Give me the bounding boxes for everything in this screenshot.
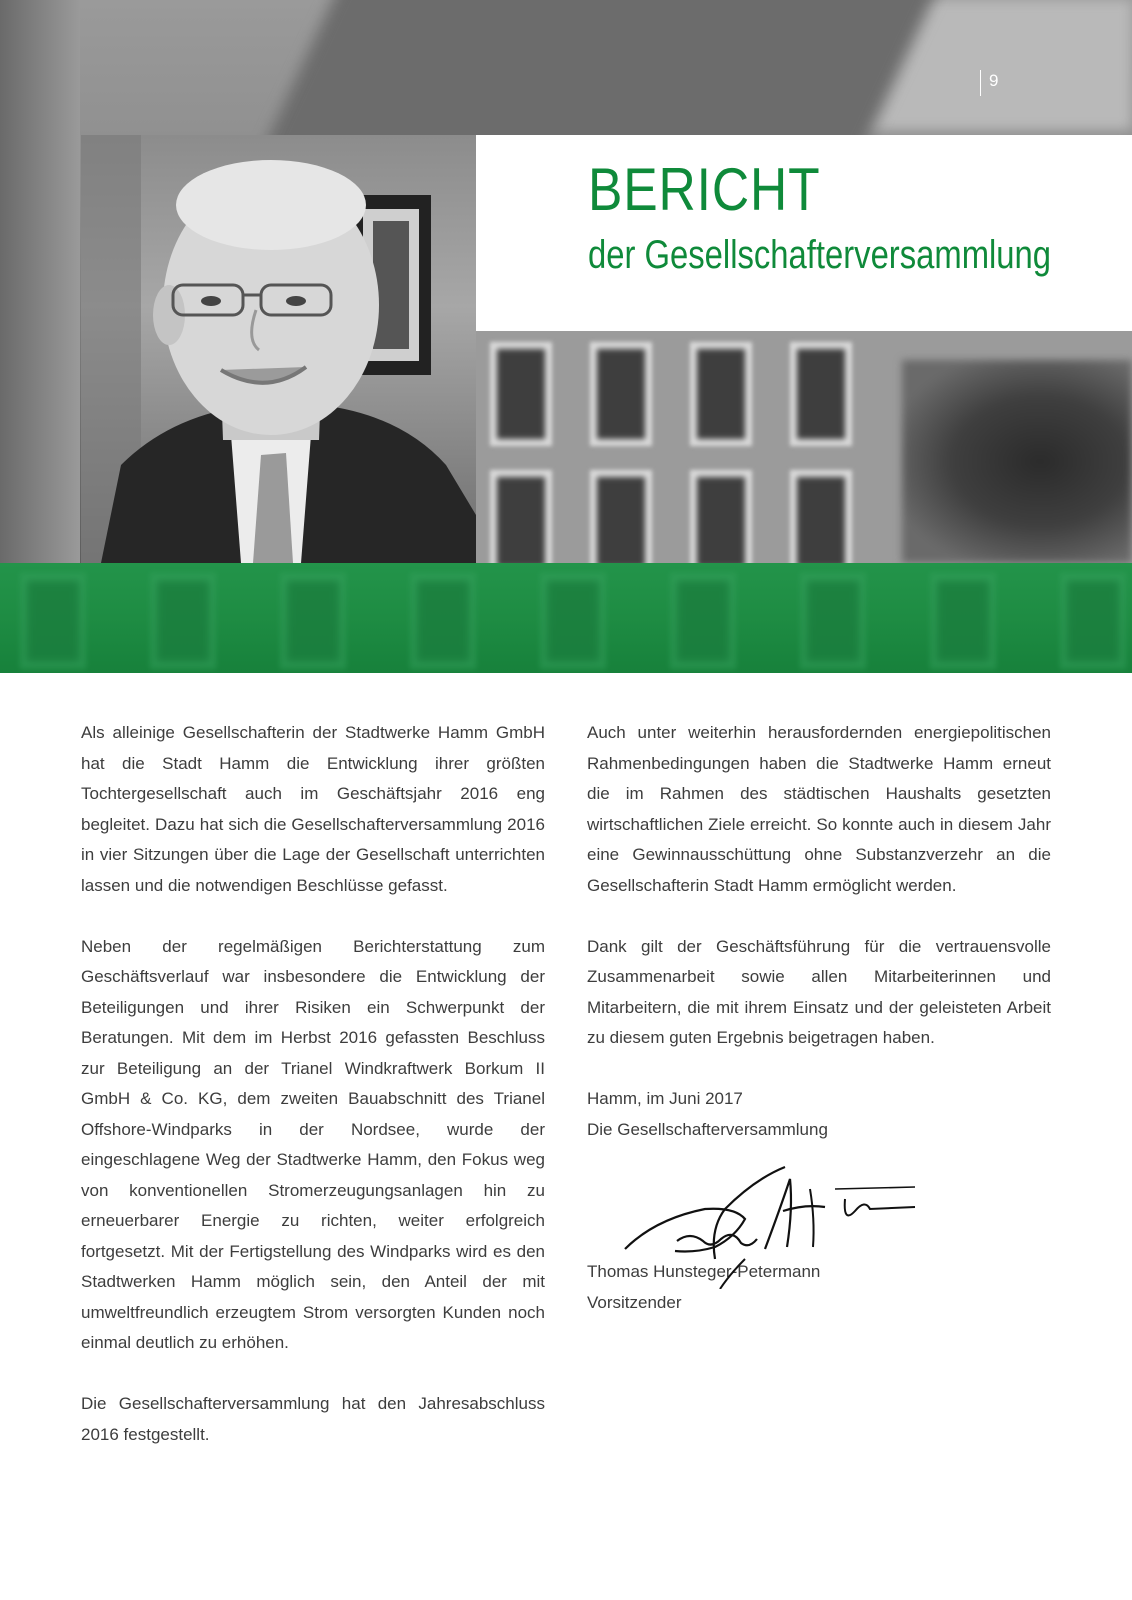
signature-block: [587, 1084, 1051, 1318]
issuer: Die Gesellschafterversammlung: [587, 1119, 828, 1139]
header-photo-band: [0, 0, 1132, 563]
page-number: 9: [980, 70, 998, 96]
portrait-photo: [81, 135, 476, 563]
paragraph: Die Gesellschafterversammlung hat den Jahresabschluss 2016 festgestellt.: [81, 1394, 545, 1444]
signatory-role: Vorsitzender: [587, 1292, 682, 1312]
page-title: BERICHT: [588, 156, 821, 223]
handwritten-signature: [615, 1149, 925, 1269]
paragraph: Auch unter weiterhin herausfordernden energiepolitischen Rahmenbedingungen haben die Stadtwerke Hamm erneut die im Rahmen des städtischen Haushalts gesetzten wirtschaftlichen Ziele erreicht. So konnte auch in diesem Jahr eine Gewinnausschüttung ohne Substanzverzehr an die Gesellschafterin Stadt Hamm ermöglicht werden.: [587, 723, 1051, 895]
place-date: Hamm, im Juni 2017: [587, 1089, 743, 1108]
title-box: [476, 135, 1132, 331]
right-text-column: [587, 718, 1051, 1318]
left-text-column: [81, 718, 545, 1481]
building-wall: [0, 0, 80, 563]
tree-silhouette: [902, 360, 1132, 563]
page-subtitle: der Gesellschafterversammlung: [588, 233, 1052, 277]
paragraph: Als alleinige Gesellschafterin der Stadtwerke Hamm GmbH hat die Stadt Hamm die Entwicklung ihrer größten Tochtergesellschaft auch im Geschäftsjahr 2016 eng begleitet. Dazu hat sich die Gesellschafterversammlung 2016 in vier Sitzungen über die Lage der Gesellschaft unterrichten lassen und die notwendigen Beschlüsse gefasst.: [81, 723, 545, 895]
green-decor-band: [0, 563, 1132, 673]
paragraph: Dank gilt der Geschäftsführung für die vertrauensvolle Zusammenarbeit sowie allen Mitarbeiterinnen und Mitarbeitern, die mit ihrem Einsatz und der geleisteten Arbeit zu diesem guten Ergebnis beigetragen haben.: [587, 936, 1051, 1047]
signatory-name: Thomas Hunsteger-Petermann: [587, 1262, 821, 1281]
paragraph: Neben der regelmäßigen Berichterstattung zum Geschäftsverlauf war insbesondere die Entwicklung der Beteiligungen und ihrer Risiken ein Schwerpunkt der Beratungen. Mit dem im Herbst 2016 gefassten Beschluss zur Beteiligung an der Trianel Windkraftwerk Borkum II GmbH & Co. KG, dem zweiten Bauabschnitt des Trianel Offshore-Windparks in der Nordsee, wurde der eingeschlagene Weg der Stadtwerke Hamm, den Fokus weg von konventionellen Stromerzeugungsanlagen hin zu erneuerbarer Energie zu richten, weiter erfolgreich fortgesetzt. Mit der Fertigstellung des Windparks wird es den Stadtwerken Hamm möglich sein, den Anteil der mit umweltfreundlich erzeugtem Strom versorgten Kunden noch einmal deutlich zu erhöhen.: [81, 936, 545, 1352]
